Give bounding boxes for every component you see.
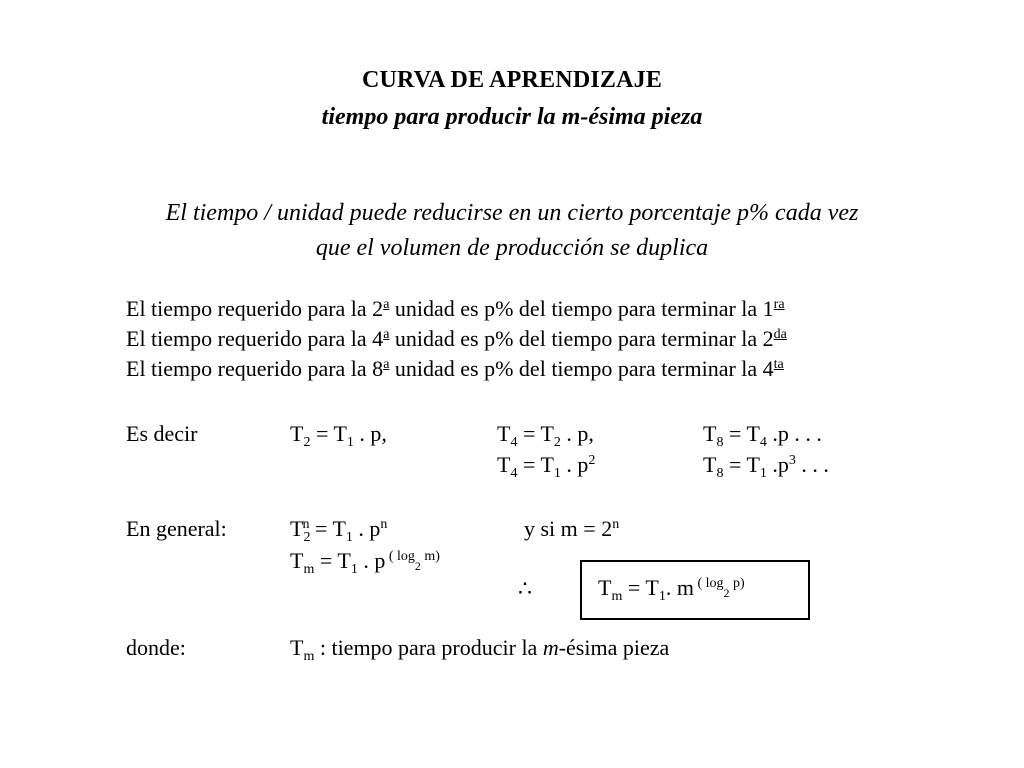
formula-general: $T_2^n = T_1$ . $p^n$ [290, 516, 388, 545]
page-subtitle: tiempo para producir la m-ésima pieza [321, 104, 703, 130]
requirement-line-3: El tiempo requerido para la 8$^a$ unidad es p% del tiempo para terminar la $4^{ta}$ [126, 356, 784, 381]
formula-result: $T_m = T_1$. m $^{( log_2 p)}$ [598, 575, 745, 604]
page-title: CURVA DE APRENDIZAJE [361, 67, 663, 93]
formula-t2: $T_2 = T_1$ . p, [290, 421, 387, 450]
formula-t4: $T_4 = T_2$ . p, [497, 421, 594, 450]
en-general-label: En general: [126, 516, 227, 541]
condition-m: y si $m = 2^n$ [524, 516, 620, 541]
formula-t4-expanded: $T_4 = T_1$ . $p^2$ [497, 452, 596, 481]
statement-line-2: que el volumen de producción se duplica [315, 235, 709, 261]
requirement-line-2: El tiempo requerido para la 4$^a$ unidad es p% del tiempo para terminar la $2^{da}$ [126, 326, 787, 351]
formula-t8: $T_8 = T_4$ .p . . . [703, 421, 822, 450]
tm-definition: $T_m$ : tiempo para producir la m-ésima pieza [290, 635, 670, 664]
requirement-line-1: El tiempo requerido para la 2$^a$ unidad es p% del tiempo para terminar la $1^{ra}$ [126, 296, 785, 321]
statement-line-1: El tiempo / unidad puede reducirse en un cierto porcentaje p% cada vez [165, 200, 859, 226]
therefore-symbol: ∴ [518, 576, 532, 601]
es-decir-label: Es decir [126, 421, 198, 446]
formula-tm: $T_m = T_1$ . p $^{( log_2 m)}$ [290, 548, 440, 577]
donde-label: donde: [126, 635, 186, 660]
formula-t8-expanded: $T_8 = T_1$ $.p^3$ . . . [703, 452, 829, 481]
